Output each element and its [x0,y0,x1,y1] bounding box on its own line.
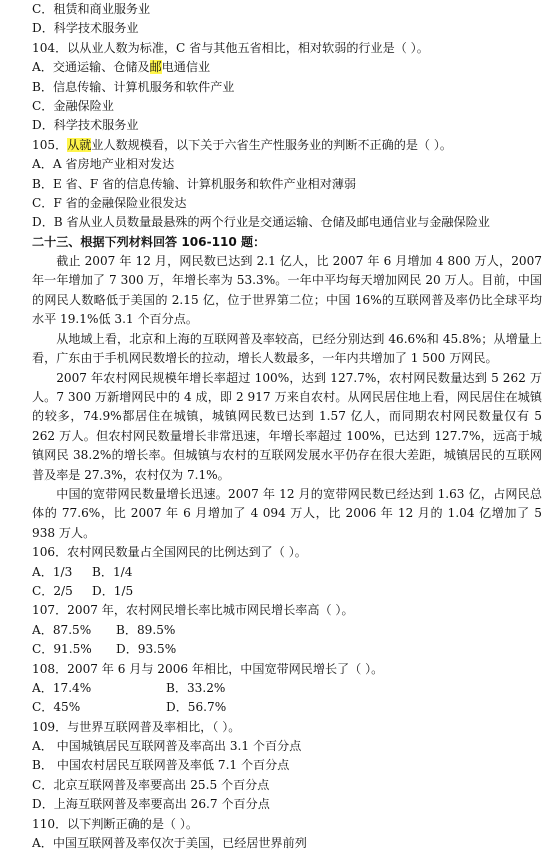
q105-option-d: D．B 省从业人员数量最悬殊的两个行业是交通运输、仓储及邮电通信业与金融保险业 [32,215,490,230]
q106-option-a: A．1/3 [32,564,73,579]
q105-stem-rest: 业人数规模看，以下关于六省生产性服务业的判断不正确的是（ ）。 [91,137,452,152]
q107-option-a: A．87.5% [32,622,92,637]
q109-option-b: B． 中国农村居民互联网普及率低 7.1 个百分点 [32,758,290,773]
q107-options-cd [32,640,542,659]
q109-stem: 109．与世界互联网普及率相比，（ ）。 [32,719,241,734]
q109-option-a: A． 中国城镇居民互联网普及率高出 3.1 个百分点 [32,739,302,754]
q108-options-cd [32,698,542,717]
q104-option-c: C．金融保险业 [32,98,114,113]
paragraph-2: 从地域上看，北京和上海的互联网普及率较高，已经分别达到 46.6%和 45.8%；从增量上看，广东由于手机网民数增长的拉动，增长人数最多，一年内共增加了 1 500 万网民。 [32,331,542,366]
q103-option-c: C．租赁和商业服务业 [32,2,151,16]
q108-option-a: A．17.4% [32,680,92,695]
q105-option-b: B．E 省、F 省的信息传输、计算机服务和软件产业相对薄弱 [32,176,357,191]
q104-option-d: D．科学技术服务业 [32,118,139,133]
q105-option-c: C．F 省的金融保险业很发达 [32,195,187,210]
q106-option-c: C．2/5 [32,583,73,598]
section-heading: 二十三、根据下列材料回答 106-110 题： [32,234,266,249]
q108-option-c: C．45% [32,700,81,715]
paragraph-3: 2007 年农村网民规模年增长率超过 100%，达到 127.7%，农村网民数量达到 5 262 万人。7 300 万新增网民中的 4 成，即 2 917 万来自农村。从网民居住地上看，网民居住在城镇的较多，74.9%都居住在城镇，城镇网民数已达到 1.57 亿人，而同期农村网民数量仅有 5 262 万人。但农村网民数量增长非常迅速，年增长率超过 100%，已达到 127.7%，远高于城镇网民 38.2%的增长率。但城镇与农村的互联网发展水平仍存在很大差距，城镇居民的互联网普及率是 27.3%，农村仅为 7.1%。 [32,370,542,482]
q110-stem: 110．以下判断正确的是（ ）。 [32,816,199,831]
q103-option-d: D．科学技术服务业 [32,21,139,36]
q104-option-a-pre: A．交通运输、仓储及 [32,60,150,75]
q109-option-c: C．北京互联网普及率要高出 25.5 个百分点 [32,777,270,792]
q104-option-a [32,58,542,77]
q104-option-b: B．信息传输、计算机服务和软件产业 [32,79,235,94]
q105-number: 105． [32,137,68,152]
q110-option-a: A．中国互联网普及率仅次于美国，已经居世界前列 [32,836,307,851]
q107-option-b: B．89.5% [116,622,176,637]
paragraph-1: 截止 2007 年 12 月，网民数已达到 2.1 亿人，比 2007 年 6 月增加 4 800 万人，2007 年一年增加了 7 300 万，年增长率为 53.3%。一年中平均每天增加网民 20 万人。目前，中国的网民人数略低于美国的 2.15 亿，位于世界第二位；中国 16%的互联网普及率仍比全球平均水平 19.1%低 3.1 个百分点。 [32,254,542,327]
q106-option-b: B．1/4 [92,564,133,579]
q106-options-cd [32,582,542,601]
q108-options-ab [32,679,542,698]
q107-options-ab [32,621,542,640]
q106-options-ab [32,563,542,582]
q107-stem: 107．2007 年，农村网民增长率比城市网民增长率高（ ）。 [32,603,354,618]
highlight-mark: 从就 [67,137,92,152]
q108-stem: 108．2007 年 6 月与 2006 年相比，中国宽带网民增长了（ ）。 [32,661,384,676]
q106-option-d: D．1/5 [92,583,134,598]
q105-stem [32,136,542,155]
q107-option-c: C．91.5% [32,642,92,657]
paragraph-4: 中国的宽带网民数量增长迅速。2007 年 12 月的宽带网民数已经达到 1.63 亿，占网民总体的 77.6%，比 2007 年 6 月增加了 4 094 万人，比 2006 年 12 月的 1.04 亿增加了 5 938 万人。 [32,486,542,540]
q104-stem: 104．以从业人数为标准，C 省与其他五省相比，相对软弱的行业是（ ）。 [32,40,429,55]
q104-option-a-post: 电通信业 [161,60,211,75]
q105-option-a: A．A 省房地产业相对发达 [32,157,175,172]
q108-option-d: D．56.7% [166,700,227,715]
q106-stem: 106．农村网民数量占全国网民的比例达到了（ ）。 [32,545,307,560]
q107-option-d: D．93.5% [116,642,177,657]
q108-option-b: B．33.2% [166,680,226,695]
q109-option-d: D．上海互联网普及率要高出 26.7 个百分点 [32,797,270,812]
highlight-mark: 邮 [149,60,162,75]
